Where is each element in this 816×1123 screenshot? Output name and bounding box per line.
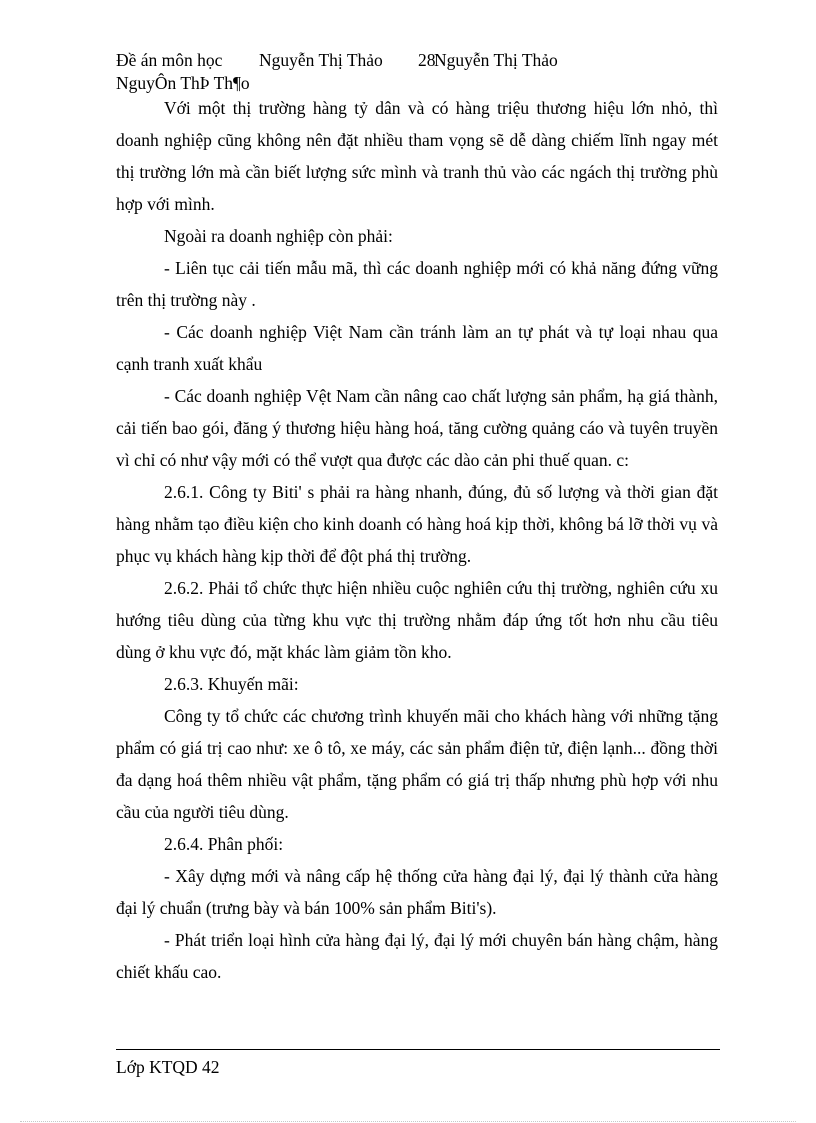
section-heading: 2.6.3. Khuyến mãi: bbox=[164, 674, 299, 694]
section-heading: 2.6.4. Phân phối: bbox=[164, 834, 284, 854]
header-author-garbled: NguyÔn ThÞ Th¶o bbox=[116, 73, 250, 93]
document-body bbox=[116, 92, 718, 988]
paragraph: - Các doanh nghiệp Việt Nam cần tránh làm an tự phát và tự loại nhau qua cạnh tranh xuất khẩu bbox=[116, 322, 718, 374]
page-boundary bbox=[20, 1121, 796, 1122]
paragraph: Với một thị trường hàng tỷ dân và có hàng triệu thương hiệu lớn nhỏ, thì doanh nghiệp cũng không nên đặt nhiều tham vọng sẽ dễ dàng chiếm lĩnh ngay mét thị trường lớn mà cần biết lượng sức mình và tranh thủ vào các ngách thị trường phù hợp với mình. bbox=[116, 98, 718, 214]
page-number: 28 bbox=[418, 50, 436, 70]
paragraph: - Phát triển loại hình cửa hàng đại lý, đại lý mới chuyên bán hàng chậm, hàng chiết khấu cao. bbox=[116, 930, 718, 982]
header-subject: Đề án môn học bbox=[116, 50, 223, 70]
footer-class-label: Lớp KTQD 42 bbox=[116, 1057, 220, 1077]
paragraph: Ngoài ra doanh nghiệp còn phải: bbox=[164, 226, 393, 246]
paragraph: 2.6.1. Công ty Biti' s phải ra hàng nhanh, đúng, đủ số lượng và thời gian đặt hàng nhằm tạo điều kiện cho kinh doanh có hàng hoá kịp thời, không bá lỡ thời vụ và phục vụ khách hàng kịp thời để đột phá thị trường. bbox=[116, 482, 718, 566]
paragraph: 2.6.2. Phải tổ chức thực hiện nhiều cuộc nghiên cứu thị trường, nghiên cứu xu hướng tiêu dùng của từng khu vực thị trường nhằm đáp ứng tốt hơn nhu cầu tiêu dùng ở khu vực đó, mặt khác làm giảm tồn kho. bbox=[116, 578, 718, 662]
header-author: Nguyễn Thị Thảo bbox=[259, 50, 383, 70]
header-author-repeat: Nguyễn Thị Thảo bbox=[434, 50, 558, 70]
paragraph: Công ty tổ chức các chương trình khuyến mãi cho khách hàng với những tặng phẩm có giá trị cao như: xe ô tô, xe máy, các sản phẩm điện tử, điện lạnh... đồng thời đa dạng hoá thêm nhiều vật phẩm, tặng phẩm có giá trị thấp nhưng phù hợp với nhu cầu của người tiêu dùng. bbox=[116, 706, 718, 822]
paragraph: - Liên tục cải tiến mẫu mã, thì các doanh nghiệp mới có khả năng đứng vững trên thị trường này . bbox=[116, 258, 718, 310]
paragraph: - Xây dựng mới và nâng cấp hệ thống cửa hàng đại lý, đại lý thành cửa hàng đại lý chuẩn (trưng bày và bán 100% sản phẩm Biti's). bbox=[116, 866, 718, 918]
paragraph: - Các doanh nghiệp Vệt Nam cần nâng cao chất lượng sản phẩm, hạ giá thành, cải tiến bao gói, đăng ý thương hiệu hàng hoá, tăng cường quảng cáo và tuyên truyền vì chỉ có như vậy mới có thể vượt qua được các dào cản phi thuế quan. c: bbox=[116, 386, 718, 470]
footer-divider bbox=[116, 1049, 720, 1050]
